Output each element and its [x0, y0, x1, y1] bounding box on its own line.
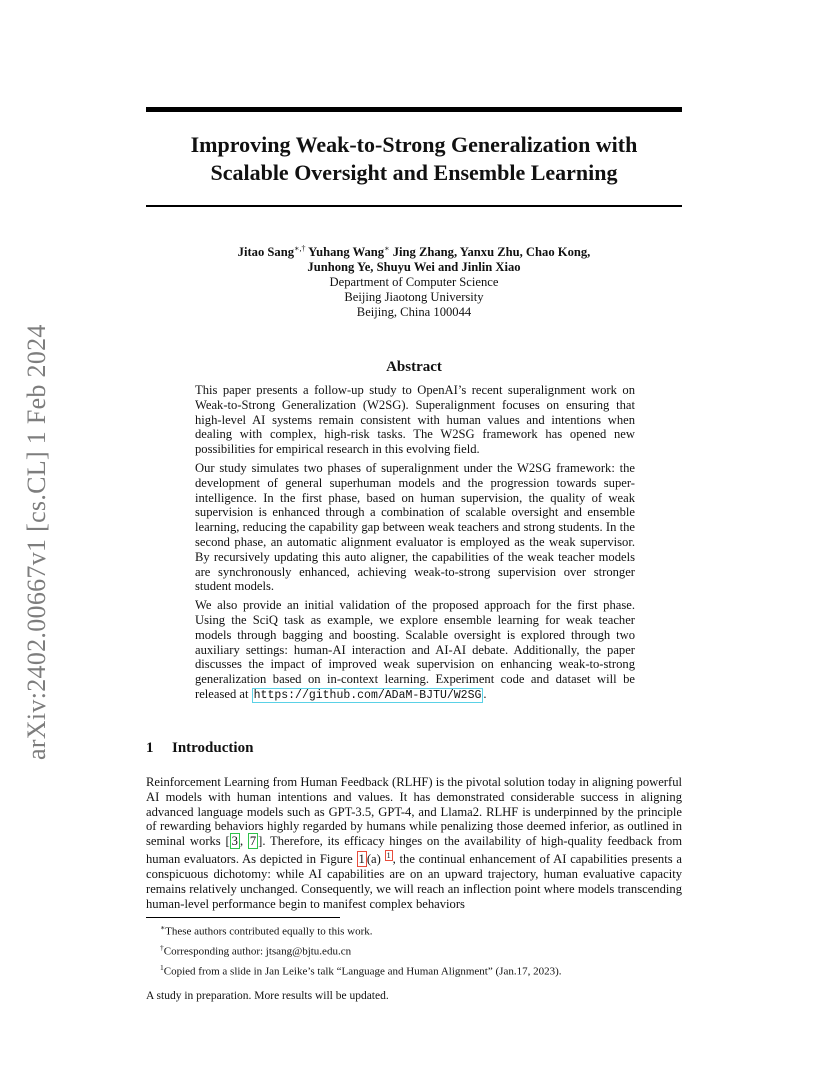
- section-title: Introduction: [172, 740, 254, 756]
- author-line-2: Junhong Ye, Shuyu Wei and Jinlin Xiao: [307, 260, 521, 275]
- abstract-paragraph-3: [195, 598, 635, 704]
- author-mark: ∗,†: [294, 244, 306, 253]
- footnote-text: Copied from a slide in Jan Leike’s talk “Language and Human Alignment” (Jan.17, 2023).: [163, 965, 562, 978]
- title-line-1: Improving Weak-to-Strong Generalization with: [190, 132, 638, 157]
- footnote-mark: 1: [160, 963, 164, 973]
- author-line-1: [146, 241, 682, 260]
- abstract-paragraph-3-end: .: [483, 686, 487, 701]
- footnote-link[interactable]: 1: [386, 850, 391, 860]
- abstract-heading: Abstract: [386, 359, 442, 375]
- title-bottom-rule: [146, 205, 682, 207]
- preparation-notice: A study in preparation. More results will be updated.: [146, 990, 389, 1002]
- introduction-paragraph: [146, 775, 682, 911]
- introduction-body: [146, 775, 682, 911]
- intro-text: Reinforcement Learning from Human Feedback (RLHF) is the pivotal solution today in aligning powerful AI models with human intentions and values. It has demonstrated considerable success in aligning advanced language models such as GPT-3.5, GPT-4, and Llama2. RLHF is underpinned by the principle of rewarding behaviors highly regarded by humans while penalizing those deemed inferior, as outlined in seminal works [: [146, 775, 682, 849]
- footnote-1: [160, 920, 680, 940]
- footnote-text: Corresponding author: jtsang@bjtu.edu.cn: [163, 945, 352, 958]
- citation-link[interactable]: 7: [249, 834, 257, 849]
- section-heading-introduction: [146, 740, 682, 757]
- author-mark: ∗: [384, 244, 390, 253]
- footnote-mark: ∗: [160, 923, 166, 932]
- paper-title: [146, 131, 682, 187]
- intro-text: ]. Therefore, its efficacy hinges on the availability of high-quality feedback from human evaluators. As depicted in Figure: [146, 834, 683, 867]
- abstract-paragraph-1: This paper presents a follow-up study to OpenAI’s recent superalignment work on Weak-to-Strong Generalization (W2SG). Superalignment focuses on ensuring that high-level AI systems remain consistent with human values and intentions when dealing with complex, high-risk tasks. The W2SG framework has opened new possibilities for empirical research in this evolving field.: [195, 383, 635, 457]
- author-name: Jitao Sang: [237, 245, 295, 260]
- author-name: Yuhang Wang: [308, 245, 385, 260]
- abstract-paragraph-3-text: We also provide an initial validation of the proposed approach for the first phase. Using the SciQ task as example, we explore ensemble learning for weak teacher models through bagging and boosting. Scalable oversight is explored through two auxiliary settings: human-AI interaction and AI-AI debate. Additionally, the paper discusses the impact of improved weak supervision on enhancing weak-to-strong generalization based on in-context learning. Experiment code and dataset will be released at: [195, 598, 635, 701]
- figure-link[interactable]: 1: [358, 852, 365, 867]
- abstract-body: [195, 383, 635, 708]
- abstract-paragraph-2: Our study simulates two phases of superalignment under the W2SG framework: the development of general superhuman models and the progression towards super-intelligence. In the first phase, based on human supervision, the quality of weak supervision is enhanced through a combination of scalable oversight and ensemble learning, reducing the capability gap between weak teachers and strong students. In the second phase, an automatic alignment evaluator is employed as the weak supervisor. By recursively updating this auto aligner, the capabilities of the weak teacher models are synchronously enhanced, achieving weak-to-strong supervision over stronger student models.: [195, 460, 635, 594]
- footnote-rule: [146, 917, 340, 918]
- title-top-rule: [146, 107, 682, 112]
- footnote-text: These authors contributed equally to this work.: [165, 925, 373, 938]
- footnotes: [160, 920, 680, 980]
- affiliation-university: Beijing Jiaotong University: [344, 290, 484, 305]
- intro-text: ,: [239, 834, 248, 849]
- section-number: 1: [146, 740, 154, 756]
- affiliation-address: Beijing, China 100044: [356, 305, 472, 320]
- intro-text: , the continual enhancement of AI capabilities presents a conspicuous dichotomy: while AI capabilities are on an upward trajectory, human evaluative capacity remains relatively unchanged. Consequently, we will reach an inflection point where models transcending human-level performance begin to manifest complex behaviors: [146, 852, 682, 911]
- github-link[interactable]: https://github.com/ADaM-BJTU/W2SG: [253, 688, 482, 702]
- footnote-2: [160, 940, 680, 960]
- footnote-mark: †: [160, 943, 164, 953]
- footnote-3: [160, 960, 680, 980]
- title-line-2: Scalable Oversight and Ensemble Learning: [210, 160, 618, 185]
- intro-text: (a): [366, 852, 385, 867]
- affiliation-dept: Department of Computer Science: [329, 275, 499, 290]
- author-block: [146, 241, 682, 320]
- author-names-rest: Jing Zhang, Yanxu Zhu, Chao Kong,: [392, 245, 591, 260]
- citation-link[interactable]: 3: [231, 834, 238, 849]
- arxiv-identifier: arXiv:2402.00667v1 [cs.CL] 1 Feb 2024: [22, 324, 51, 760]
